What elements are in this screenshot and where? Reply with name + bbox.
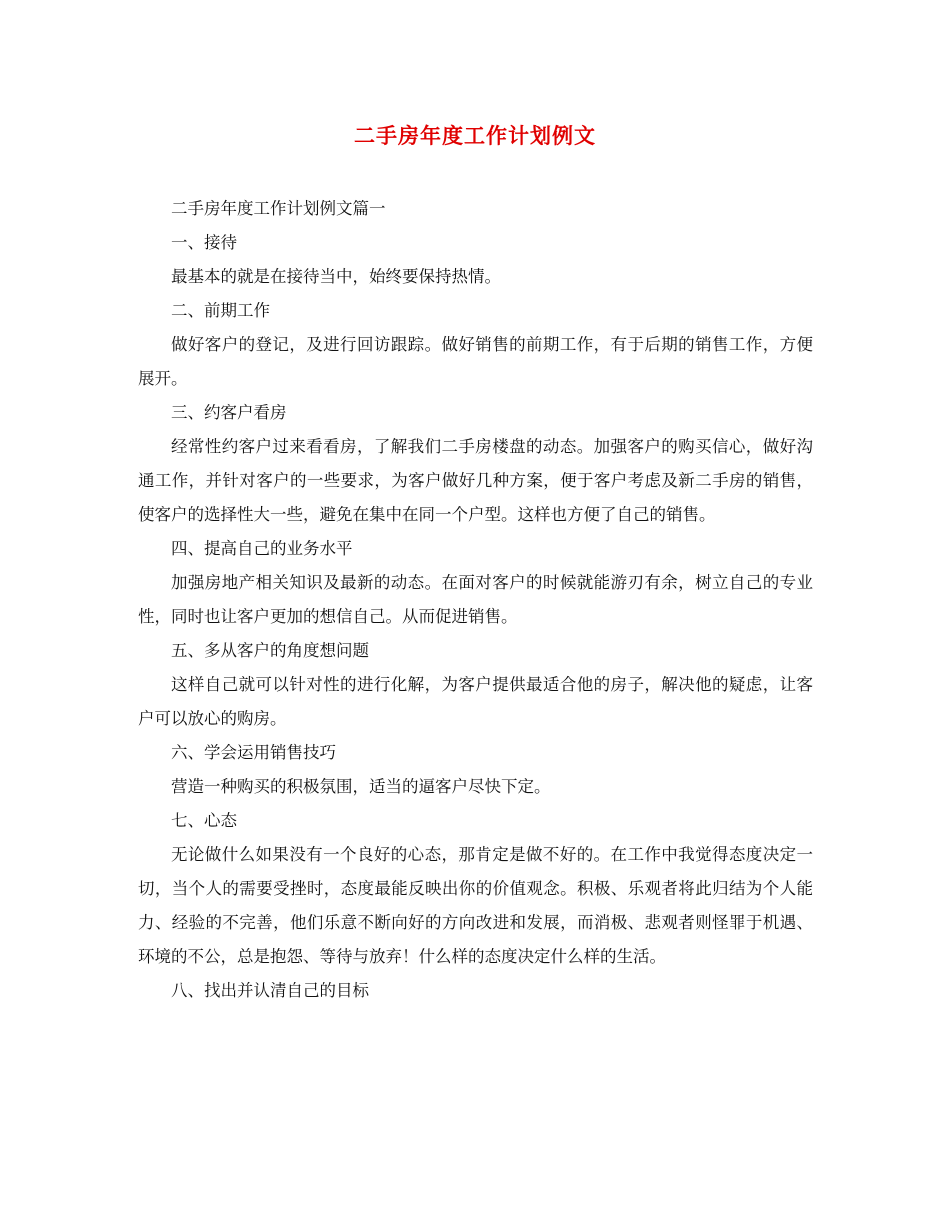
document-title: 二手房年度工作计划例文 bbox=[354, 123, 596, 148]
paragraph-heading-4: 四、提高自己的业务水平 bbox=[171, 539, 353, 558]
paragraph-text-1: 最基本的就是在接待当中，始终要保持热情。 bbox=[171, 267, 501, 286]
paragraph-text-3: 经常性约客户过来看看房，了解我们二手房楼盘的动态。加强客户的购买信心，做好沟通工作，并针对客户的一些要求，为客户做好几种方案，便于客户考虑及新二手房的销售，使客户的选择性大一些，避免在集中在同一个户型。这样也方便了自己的销售。 bbox=[138, 437, 813, 524]
paragraph-text-4: 加强房地产相关知识及最新的动态。在面对客户的时候就能游刃有余，树立自己的专业性，同时也让客户更加的想信自己。从而促进销售。 bbox=[138, 573, 813, 626]
paragraph-text-6: 营造一种购买的积极氛围，适当的逼客户尽快下定。 bbox=[171, 777, 551, 796]
paragraph-heading-2: 二、前期工作 bbox=[171, 301, 270, 320]
document-body bbox=[138, 192, 813, 1008]
paragraph-section-heading: 二手房年度工作计划例文篇一 bbox=[171, 199, 386, 218]
paragraph-text-5: 这样自己就可以针对性的进行化解，为客户提供最适合他的房子，解决他的疑虑，让客户可以放心的购房。 bbox=[138, 675, 813, 728]
paragraph-heading-3: 三、约客户看房 bbox=[171, 403, 287, 422]
paragraph-heading-7: 七、心态 bbox=[171, 811, 237, 830]
paragraph-text-2: 做好客户的登记，及进行回访跟踪。做好销售的前期工作，有于后期的销售工作，方便展开。 bbox=[138, 335, 813, 388]
paragraph-heading-8: 八、找出并认清自己的目标 bbox=[171, 981, 369, 1000]
paragraph-heading-6: 六、学会运用销售技巧 bbox=[171, 743, 336, 762]
paragraph-heading-1: 一、接待 bbox=[171, 233, 237, 252]
paragraph-text-7: 无论做什么如果没有一个良好的心态，那肯定是做不好的。在工作中我觉得态度决定一切，当个人的需要受挫时，态度最能反映出你的价值观念。积极、乐观者将此归结为个人能力、经验的不完善，他们乐意不断向好的方向改进和发展，而消极、悲观者则怪罪于机遇、环境的不公，总是抱怨、等待与放弃！什么样的态度决定什么样的生活。 bbox=[138, 845, 813, 966]
paragraph-heading-5: 五、多从客户的角度想问题 bbox=[171, 641, 369, 660]
